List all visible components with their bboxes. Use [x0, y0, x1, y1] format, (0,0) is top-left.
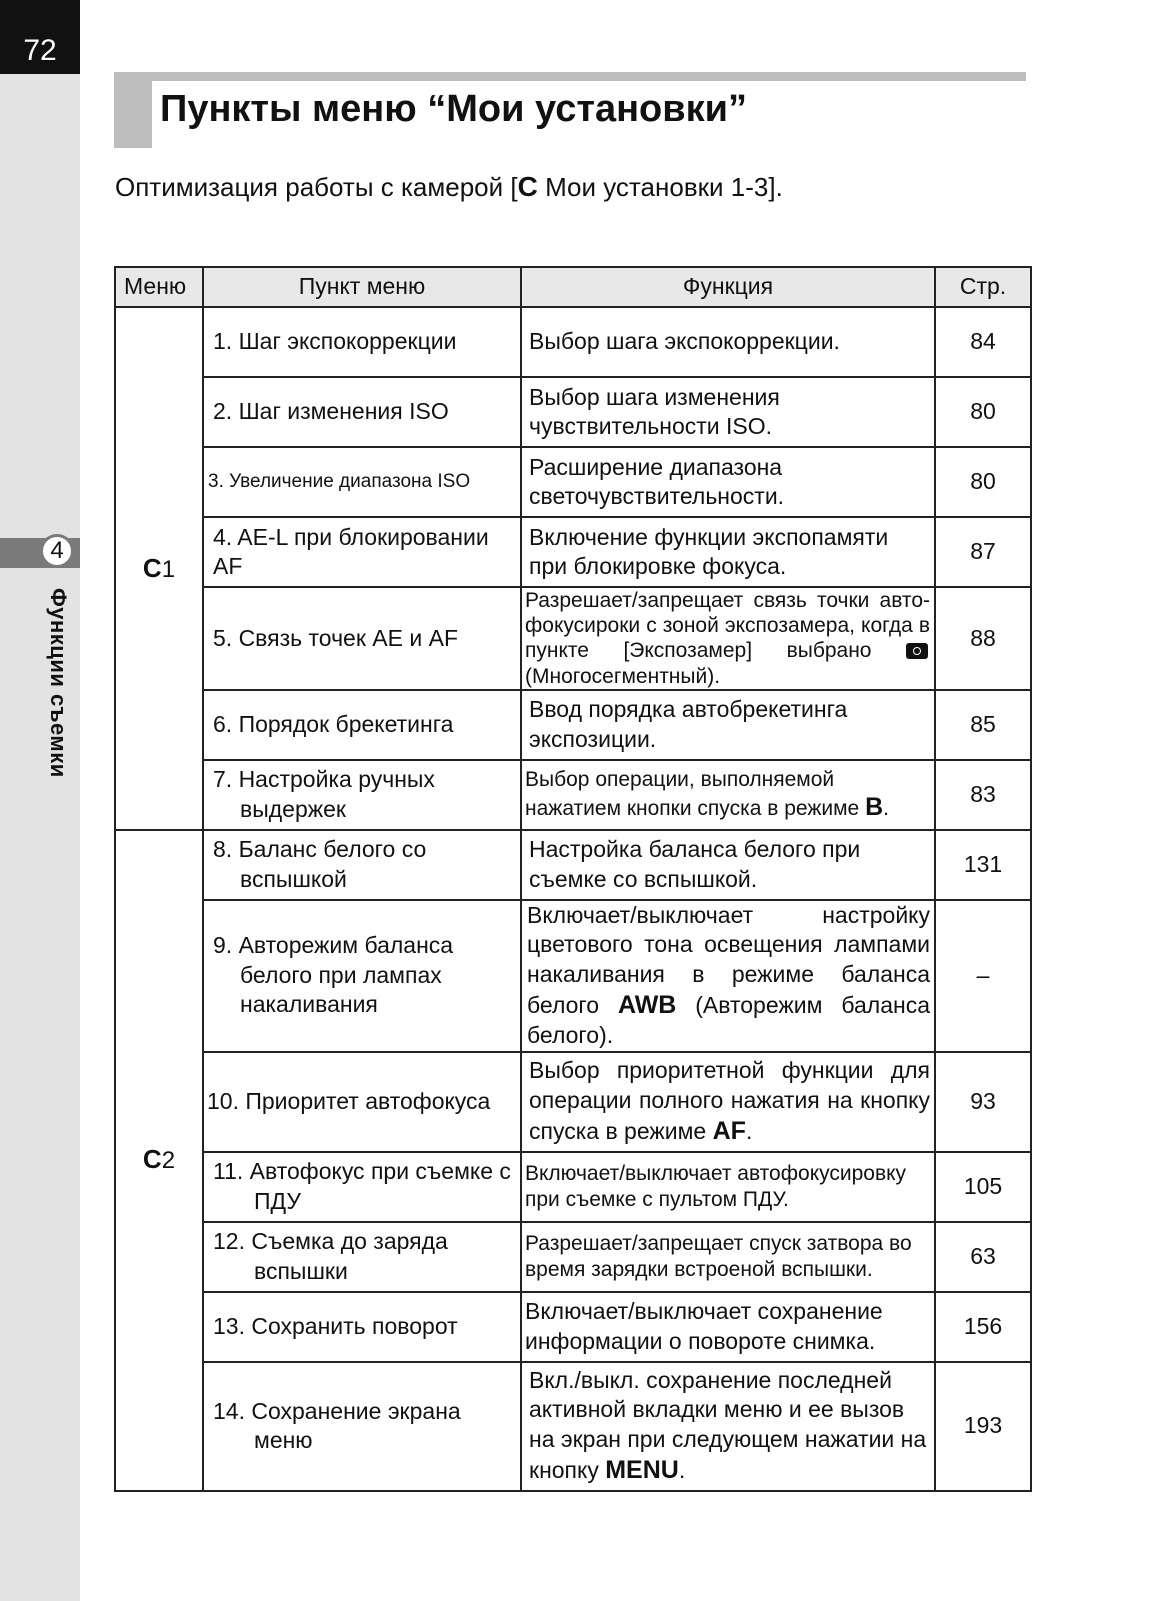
function-text: Вкл./выкл. сохранение последней активной вкладки меню и ее вызов на экран при следующем нажатии на кнопку — [529, 1366, 927, 1484]
function-text: Выбор приоритетной функции для операции полного нажатия на кнопку спуска в режиме — [529, 1057, 930, 1144]
menu-function — [521, 760, 935, 830]
group-number: 1 — [161, 555, 176, 583]
page-ref: 156 — [935, 1292, 1031, 1362]
table-row — [115, 517, 1031, 587]
intro-after: Мои установки 1-3]. — [537, 172, 783, 202]
menu-table — [114, 266, 1032, 1492]
menu-function: Включение функции экспопамяти при блокировке фокуса. — [521, 517, 935, 587]
menu-item — [203, 447, 521, 517]
menu-item-label: 12. Съемка до заряда вспышки — [213, 1228, 448, 1284]
menu-function: Выбор шага изменения чувствительности ISO. — [521, 377, 935, 447]
page-ref: 84 — [935, 307, 1031, 377]
autofocus-symbol: AF — [712, 1116, 746, 1145]
menu-function: Настройка баланса белого при съемке со вспышкой. — [521, 830, 935, 900]
menu-item-label: 7. Настройка ручных выдержек — [213, 766, 435, 822]
menu-item-label: 4. AE-L при блокировании AF — [213, 523, 489, 579]
page-number: 72 — [0, 0, 80, 74]
table-row — [115, 760, 1031, 830]
menu-function: Включает/выключает автофокусировку при съемке с пультом ПДУ. — [521, 1152, 935, 1222]
table-row — [115, 900, 1031, 1052]
menu-button-symbol: MENU — [605, 1456, 679, 1485]
function-tail: . — [678, 1457, 686, 1484]
page-title: Пункты меню “Мои установки” — [160, 88, 747, 130]
table-row — [115, 377, 1031, 447]
menu-item — [203, 690, 521, 760]
menu-function: Ввод порядка автобрекетинга экспозиции. — [521, 690, 935, 760]
menu-item — [203, 587, 521, 690]
group-symbol: C — [142, 552, 162, 583]
menu-item — [203, 760, 521, 830]
page-ref: 87 — [935, 517, 1031, 587]
page-ref: 93 — [935, 1052, 1031, 1152]
menu-item-label: 9. Авторежим баланса белого при лампах накаливания — [213, 932, 454, 1018]
menu-item — [203, 1052, 521, 1152]
group-number: 2 — [161, 1147, 176, 1175]
header-menu: Меню — [115, 267, 203, 307]
menu-item-label: 6. Порядок брекетинга — [213, 711, 454, 738]
menu-item — [203, 900, 521, 1052]
menu-function: Расширение диапазона светочувствительности. — [521, 447, 935, 517]
table-row — [115, 1292, 1031, 1362]
page-ref: 193 — [935, 1362, 1031, 1491]
menu-item — [203, 1152, 521, 1222]
function-tail: . — [883, 797, 889, 821]
group-c2 — [115, 830, 203, 1491]
menu-item-label: 13. Сохранить поворот — [213, 1312, 458, 1339]
table-row — [115, 1052, 1031, 1152]
title-rule — [114, 72, 1026, 81]
menu-function — [521, 587, 935, 690]
menu-item-label: 14. Сохранение экрана меню — [213, 1397, 461, 1453]
function-text: Выбор операции, выполняемой нажатием кнопки спуска в режиме — [525, 768, 866, 821]
page-ref: – — [935, 900, 1031, 1052]
group-symbol: C — [142, 1144, 162, 1175]
table-row — [115, 587, 1031, 690]
table-row — [115, 830, 1031, 900]
menu-item — [203, 307, 521, 377]
custom-settings-symbol: C — [517, 171, 538, 202]
header-item: Пункт меню — [203, 267, 521, 307]
menu-function — [521, 1052, 935, 1152]
chapter-label: Функции съемки — [46, 588, 71, 778]
table-row — [115, 1152, 1031, 1222]
menu-function: Разрешает/запрещает спуск затвора во время зарядки встроеной вспышки. — [521, 1222, 935, 1292]
menu-item-label: 3. Увеличение диапазона ISO — [208, 470, 471, 492]
page-ref: 63 — [935, 1222, 1031, 1292]
header-page: Стр. — [935, 267, 1031, 307]
menu-item-label: 11. Автофокус при съемке с ПДУ — [213, 1158, 511, 1214]
menu-item — [203, 517, 521, 587]
side-margin-strip — [0, 0, 80, 1601]
table-row — [115, 447, 1031, 517]
menu-function: Выбор шага экспокоррекции. — [521, 307, 935, 377]
menu-function: Включает/выключает сохранение информации о повороте снимка. — [521, 1292, 935, 1362]
group-c1 — [115, 307, 203, 830]
table-row — [115, 690, 1031, 760]
page-ref: 83 — [935, 760, 1031, 830]
menu-function — [521, 900, 935, 1052]
menu-item-label: 2. Шаг изменения ISO — [213, 398, 449, 425]
function-text: Разрешает/запрещает связь точки авто- фокусироки с зоной экспозамера, когда в пункте [Экспозамер] выбрано — [525, 589, 930, 663]
table-header-row — [115, 267, 1031, 307]
intro-before: Оптимизация работы с камерой [ — [115, 172, 518, 202]
menu-item-label: 8. Баланс белого со вспышкой — [213, 836, 427, 892]
function-tail: . — [745, 1117, 753, 1144]
function-text: Включает/выключает настройку цветового тона освещения лампами накаливания в режиме баланса белого — [527, 901, 930, 1019]
menu-item — [203, 1362, 521, 1491]
page-ref: 80 — [935, 377, 1031, 447]
auto-white-balance-symbol: AWB — [618, 991, 677, 1020]
menu-item-label: 5. Связь точек AE и AF — [213, 624, 459, 651]
menu-item — [203, 1292, 521, 1362]
menu-function — [521, 1362, 935, 1491]
page-ref: 85 — [935, 690, 1031, 760]
menu-item — [203, 377, 521, 447]
table-row — [115, 1362, 1031, 1491]
page-ref: 80 — [935, 447, 1031, 517]
menu-item-label: 1. Шаг экспокоррекции — [213, 328, 457, 355]
header-function: Функция — [521, 267, 935, 307]
table-row — [115, 1222, 1031, 1292]
page-ref: 88 — [935, 587, 1031, 690]
intro-text — [115, 171, 783, 203]
page-ref: 131 — [935, 830, 1031, 900]
title-marker — [114, 72, 152, 148]
page-ref: 105 — [935, 1152, 1031, 1222]
multi-segment-metering-icon — [906, 643, 928, 659]
menu-item — [203, 830, 521, 900]
menu-item — [203, 1222, 521, 1292]
function-tail: (Многосегментный). — [525, 664, 721, 688]
table-row — [115, 307, 1031, 377]
chapter-number: 4 — [40, 534, 74, 568]
function-tail: (Авторежим баланса белого). — [527, 992, 930, 1049]
menu-item-label: 10. Приоритет автофокуса — [207, 1087, 491, 1114]
bulb-mode-symbol: B — [865, 793, 884, 822]
